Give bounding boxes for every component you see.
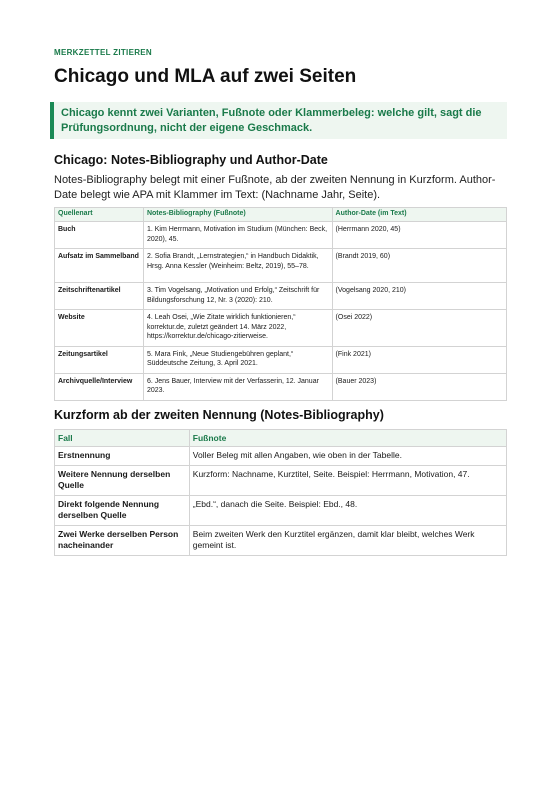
section-heading-chicago: Chicago: Notes-Bibliography und Author-Date [54, 153, 328, 167]
table-cell: 4. Leah Osei, „Wie Zitate wirklich funktionieren,“ korrektur.de, zuletzt geändert 14. März 2022, https://korrektur.de/chicago-zitierweise. [143, 310, 332, 347]
table-cell: 6. Jens Bauer, Interview mit der Verfasserin, 12. Januar 2023. [143, 373, 332, 400]
table-row [55, 447, 507, 466]
table-cell: Erstnennung [55, 447, 190, 466]
table-row [55, 346, 507, 373]
table-header-row [55, 208, 507, 222]
table-cell: Zeitschriftenartikel [55, 283, 144, 310]
table-cell: Aufsatz im Sammelband [55, 249, 144, 283]
table-cell: (Osei 2022) [332, 310, 506, 347]
table-cell: Website [55, 310, 144, 347]
table-cell: „Ebd.“, danach die Seite. Beispiel: Ebd., 48. [189, 496, 506, 526]
table-cell: Voller Beleg mit allen Angaben, wie oben in der Tabelle. [189, 447, 506, 466]
table-row [55, 283, 507, 310]
table-cell: (Vogelsang 2020, 210) [332, 283, 506, 310]
table-row [55, 310, 507, 347]
table-row [55, 496, 507, 526]
table-cell: (Brandt 2019, 60) [332, 249, 506, 283]
table-cell: (Herrmann 2020, 45) [332, 222, 506, 249]
table-row [55, 373, 507, 400]
column-header: Author-Date (im Text) [332, 208, 506, 222]
column-header: Notes-Bibliography (Fußnote) [143, 208, 332, 222]
table-cell: Weitere Nennung derselben Quelle [55, 466, 190, 496]
table-row [55, 526, 507, 556]
table-cell: Archivquelle/Interview [55, 373, 144, 400]
column-header: Fußnote [189, 430, 506, 447]
table-header-row [55, 430, 507, 447]
table-row [55, 249, 507, 283]
column-header: Fall [55, 430, 190, 447]
table-cell: 1. Kim Herrmann, Motivation im Studium (München: Beck, 2020), 45. [143, 222, 332, 249]
table-cell: 3. Tim Vogelsang, „Motivation und Erfolg,“ Zeitschrift für Bildungsforschung 12, Nr. 3 (2020): 210. [143, 283, 332, 310]
table-cell: Zwei Werke derselben Person nacheinander [55, 526, 190, 556]
table-cell: Beim zweiten Werk den Kurztitel ergänzen, damit klar bleibt, welches Werk gemeint ist. [189, 526, 506, 556]
table-row [55, 466, 507, 496]
table-row [55, 222, 507, 249]
table-cell: (Fink 2021) [332, 346, 506, 373]
kurzform-table [54, 429, 507, 556]
table-cell: 5. Mara Fink, „Neue Studiengebühren geplant,“ Süddeutsche Zeitung, 3. April 2021. [143, 346, 332, 373]
table-cell: Zeitungsartikel [55, 346, 144, 373]
section-intro: Notes-Bibliography belegt mit einer Fußnote, ab der zweiten Nennung in Kurzform. Author-Date belegt wie APA mit Klammer im Text: (Nachname Jahr, Seite). [54, 174, 496, 201]
table-cell: Direkt folgende Nennung derselben Quelle [55, 496, 190, 526]
table-cell: Buch [55, 222, 144, 249]
callout-box: Chicago kennt zwei Varianten, Fußnote oder Klammerbeleg: welche gilt, sagt die Prüfungsordnung, nicht der eigene Geschmack. [50, 102, 507, 139]
table-cell: Kurzform: Nachname, Kurztitel, Seite. Beispiel: Herrmann, Motivation, 47. [189, 466, 506, 496]
chicago-citation-table [54, 207, 507, 401]
kicker-label: MERKZETTEL ZITIEREN [54, 48, 152, 57]
page-title: Chicago und MLA auf zwei Seiten [54, 66, 357, 87]
column-header: Quellenart [55, 208, 144, 222]
table-cell: 2. Sofia Brandt, „Lernstrategien,“ in Handbuch Didaktik, Hrsg. Anna Kessler (Weinheim: Beltz, 2019), 55–78. [143, 249, 332, 283]
section-heading-kurzform: Kurzform ab der zweiten Nennung (Notes-Bibliography) [54, 408, 384, 422]
table-cell: (Bauer 2023) [332, 373, 506, 400]
